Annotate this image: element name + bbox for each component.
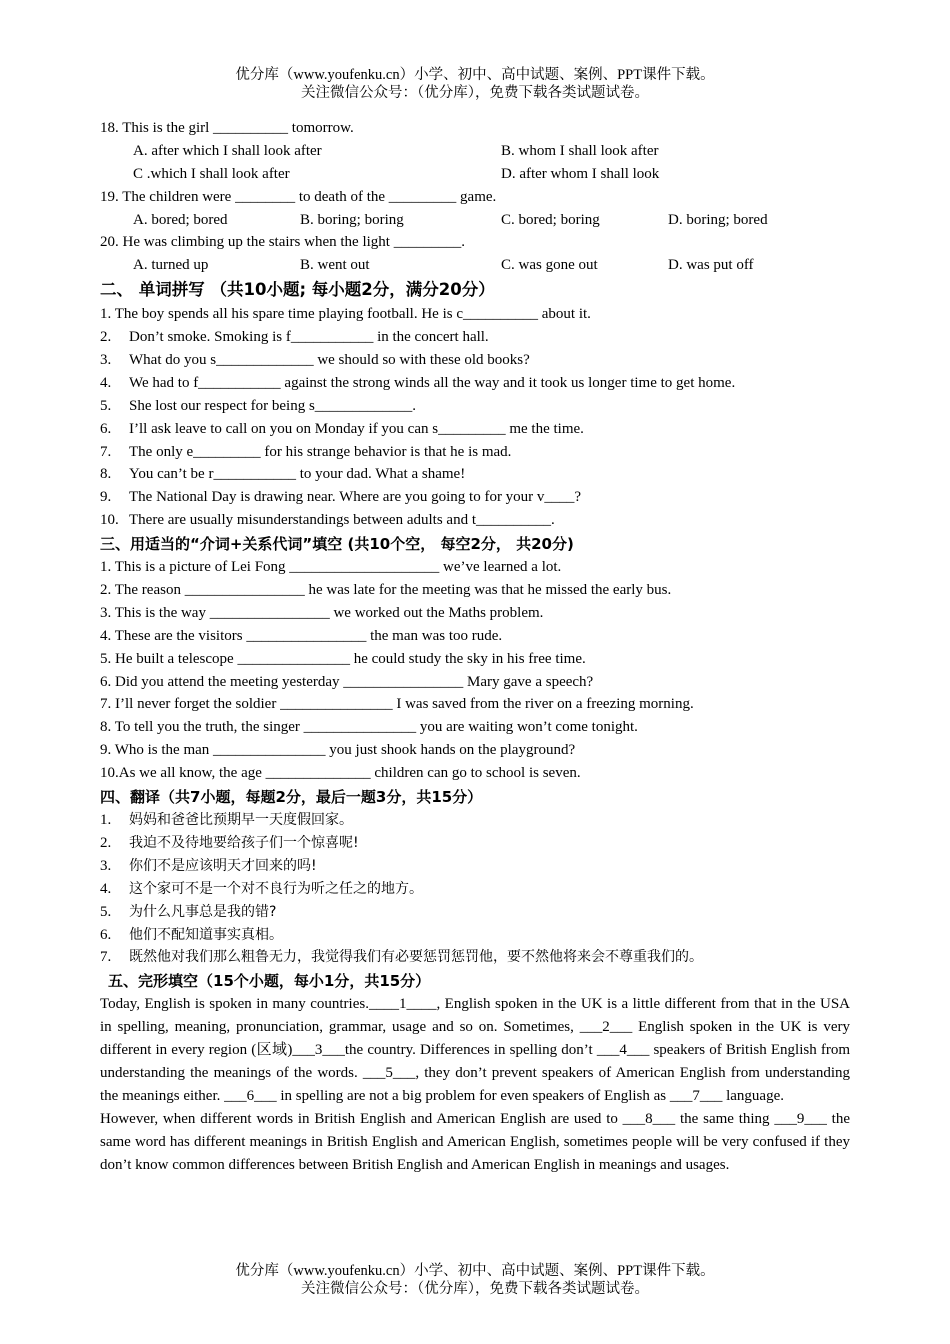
item-number: 6. bbox=[100, 926, 112, 943]
spelling-item bbox=[100, 463, 850, 486]
option-d: D. was put off bbox=[668, 257, 754, 274]
item-text: I’ll ask leave to call on you on Monday if you can s_________ me the time. bbox=[129, 420, 584, 437]
item-text: She lost our respect for being s_____________. bbox=[129, 397, 417, 414]
translation-item bbox=[100, 809, 850, 832]
translation-item bbox=[100, 901, 850, 924]
spelling-item bbox=[100, 509, 850, 532]
cloze-paragraph-2: However, when different words in British English and American English are used to ___8___ the same thing ___9___ the same word has different meanings in British English and American English, sometimes people will be very confused if they don’t know common differences between British English and American English in meanings and usages. bbox=[100, 1110, 850, 1173]
option-a: A. turned up bbox=[133, 257, 209, 274]
spelling-item bbox=[100, 372, 850, 395]
option-a: A. bored; bored bbox=[133, 211, 228, 228]
question-18-options-row1 bbox=[100, 140, 850, 163]
option-c: C .which I shall look after bbox=[133, 165, 290, 182]
fill-item: 2. The reason ________________ he was late for the meeting was that he missed the early bus. bbox=[100, 582, 672, 599]
item-text: 这个家可不是一个对不良行为听之任之的地方。 bbox=[129, 880, 423, 897]
translation-item bbox=[100, 855, 850, 878]
fill-item: 4. These are the visitors ________________ the man was too rude. bbox=[100, 627, 503, 644]
translation-item bbox=[100, 946, 850, 969]
item-number: 1. bbox=[100, 812, 112, 829]
fill-item: 3. This is the way ________________ we worked out the Maths problem. bbox=[100, 604, 544, 621]
spelling-item bbox=[100, 441, 850, 464]
option-b: B. went out bbox=[300, 257, 370, 274]
item-number: 8. bbox=[100, 466, 112, 483]
option-b: B. whom I shall look after bbox=[501, 142, 659, 159]
fill-item: 10.As we all know, the age ______________ children can go to school is seven. bbox=[100, 765, 581, 782]
spelling-item: 1. The boy spends all his spare time playing football. He is c__________ about it. bbox=[100, 306, 591, 323]
item-text: 为什么凡事总是我的错? bbox=[129, 903, 277, 920]
item-number: 9. bbox=[100, 489, 112, 506]
item-number: 5. bbox=[100, 397, 112, 414]
option-d: D. after whom I shall look bbox=[501, 165, 660, 182]
item-number: 10. bbox=[100, 512, 119, 529]
item-number: 2. bbox=[100, 329, 112, 346]
item-text: The only e_________ for his strange behavior is that he is mad. bbox=[129, 443, 512, 460]
question-18-options-row2 bbox=[100, 163, 850, 186]
question-20: 20. He was climbing up the stairs when the light _________. bbox=[100, 234, 465, 251]
header-line-2: 关注微信公众号：（优分库），免费下载各类试题试卷。 bbox=[301, 85, 649, 101]
spelling-item bbox=[100, 395, 850, 418]
question-19: 19. The children were ________ to death of the _________ game. bbox=[100, 188, 497, 205]
option-c: C. was gone out bbox=[501, 257, 598, 274]
item-text: 妈妈和爸爸比预期早一天度假回家。 bbox=[129, 812, 353, 829]
footer-line-1: 优分库（www.youfenku.cn）小学、初中、高中试题、案例、PPT课件下载。 bbox=[235, 1263, 715, 1279]
footer-line-2: 关注微信公众号：（优分库），免费下载各类试题试卷。 bbox=[301, 1281, 649, 1297]
header-line-1: 优分库（www.youfenku.cn）小学、初中、高中试题、案例、PPT课件下载。 bbox=[235, 67, 715, 83]
option-a: A. after which I shall look after bbox=[133, 142, 322, 159]
section-2-title: 二、 单词拼写 （共10小题; 每小题2分，满分20分） bbox=[100, 280, 495, 300]
item-number: 3. bbox=[100, 352, 112, 369]
item-text: What do you s_____________ we should so with these old books? bbox=[129, 352, 530, 369]
spelling-item bbox=[100, 326, 850, 349]
item-number: 2. bbox=[100, 834, 112, 851]
item-text: We had to f___________ against the strong winds all the way and it took us longer time to get home. bbox=[129, 374, 736, 391]
translation-item bbox=[100, 924, 850, 947]
item-number: 4. bbox=[100, 374, 112, 391]
spelling-item bbox=[100, 349, 850, 372]
section-5-title: 五、完形填空（15个小题，每小1分，共15分） bbox=[108, 972, 431, 991]
fill-item: 9. Who is the man _______________ you just shook hands on the playground? bbox=[100, 742, 576, 759]
question-20-options bbox=[100, 254, 850, 277]
cloze-paragraph-1: Today, English is spoken in many countries.____1____, English spoken in the UK is a little different from that in the USA in spelling, meaning, pronunciation, grammar, usage and so on. Sometimes, ___2___ English spoken in the UK is very different in every region (区域)___3___the country. Differences in spelling don’t ___4___ speakers of British English from understanding the meanings of the words. ___5___, they don’t prevent speakers of American English from understanding the meanings either. ___6___ in spelling are not a big problem for even speakers of English as ___7___ language. bbox=[100, 996, 850, 1104]
item-text: 既然他对我们那么粗鲁无力，我觉得我们有必要惩罚惩罚他，要不然他将来会不尊重我们的。 bbox=[129, 949, 703, 966]
spelling-item bbox=[100, 418, 850, 441]
item-text: The National Day is drawing near. Where are you going to for your v____? bbox=[129, 489, 582, 506]
item-number: 7. bbox=[100, 443, 112, 460]
item-text: 我迫不及待地要给孩子们一个惊喜呢! bbox=[129, 834, 359, 851]
section-4-title: 四、翻译（共7小题，每题2分，最后一题3分，共15分） bbox=[100, 788, 483, 807]
page-footer bbox=[0, 1262, 950, 1298]
translation-item bbox=[100, 878, 850, 901]
fill-item: 6. Did you attend the meeting yesterday ________________ Mary gave a speech? bbox=[100, 673, 594, 690]
fill-item: 8. To tell you the truth, the singer _______________ you are waiting won’t come tonight. bbox=[100, 719, 638, 736]
translation-item bbox=[100, 832, 850, 855]
fill-item: 7. I’ll never forget the soldier _______________ I was saved from the river on a freezing morning. bbox=[100, 696, 694, 713]
option-b: B. boring; boring bbox=[300, 211, 404, 228]
question-18: 18. This is the girl __________ tomorrow. bbox=[100, 120, 354, 136]
item-number: 3. bbox=[100, 857, 112, 874]
item-number: 7. bbox=[100, 949, 112, 966]
fill-item: 5. He built a telescope _______________ he could study the sky in his free time. bbox=[100, 650, 586, 667]
item-text: You can’t be r___________ to your dad. What a shame! bbox=[129, 466, 466, 483]
spelling-item bbox=[100, 486, 850, 509]
section-3-title: 三、用适当的“介词+关系代词”填空 (共10个空， 每空2分， 共20分) bbox=[100, 535, 574, 554]
item-text: 你们不是应该明天才回来的吗! bbox=[129, 857, 317, 874]
question-19-options bbox=[100, 209, 850, 232]
item-text: There are usually misunderstandings between adults and t__________. bbox=[129, 512, 555, 529]
item-text: 他们不配知道事实真相。 bbox=[129, 926, 283, 943]
option-d: D. boring; bored bbox=[668, 211, 768, 228]
exam-content bbox=[100, 117, 850, 1177]
item-number: 6. bbox=[100, 420, 112, 437]
item-number: 4. bbox=[100, 880, 112, 897]
option-c: C. bored; boring bbox=[501, 211, 600, 228]
item-number: 5. bbox=[100, 903, 112, 920]
fill-item: 1. This is a picture of Lei Fong ____________________ we’ve learned a lot. bbox=[100, 559, 562, 576]
page-header bbox=[0, 66, 950, 102]
item-text: Don’t smoke. Smoking is f___________ in the concert hall. bbox=[129, 329, 489, 346]
